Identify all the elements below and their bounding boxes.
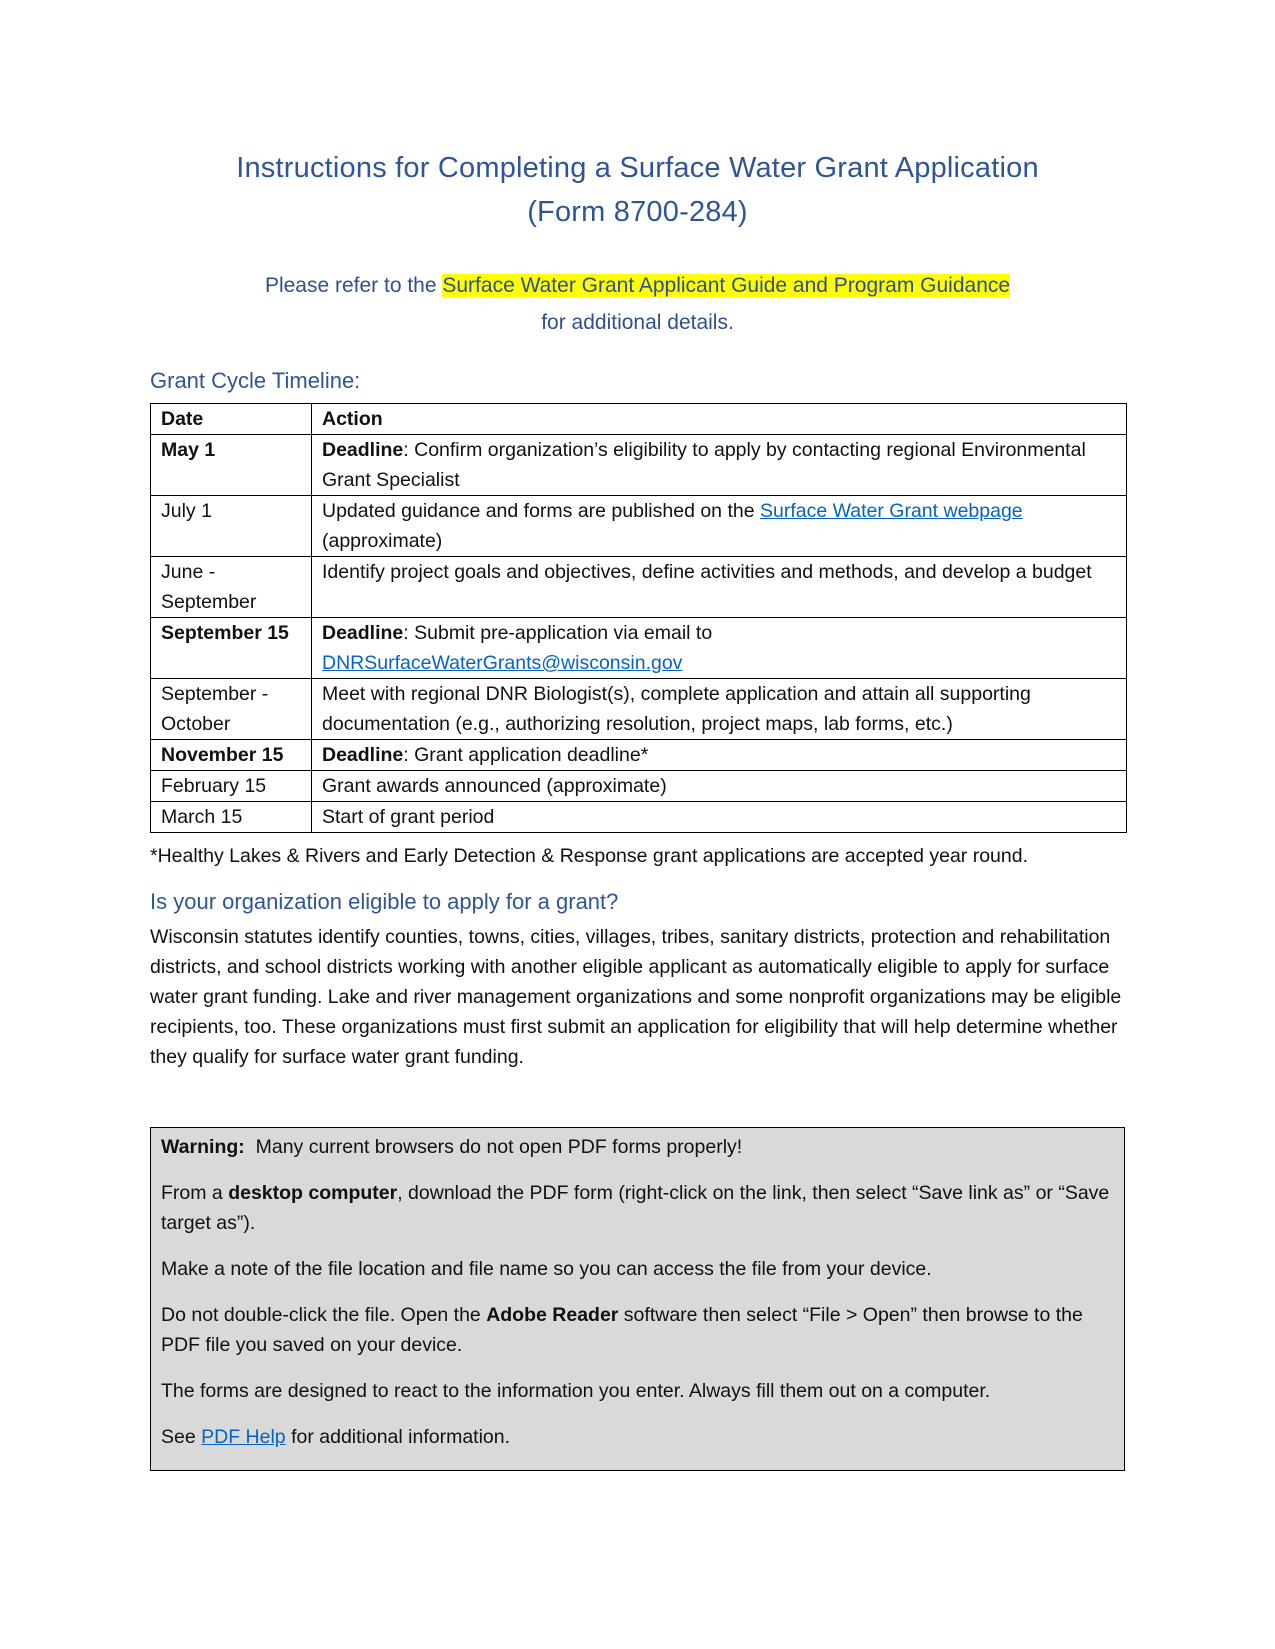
row-action: Start of grant period bbox=[312, 802, 1127, 833]
date-column-header: Date bbox=[151, 404, 312, 435]
row-date: September - October bbox=[151, 679, 312, 740]
table-row bbox=[151, 679, 1127, 740]
refer-note-line2: for additional details. bbox=[541, 311, 734, 334]
timeline-table bbox=[150, 403, 1127, 833]
warning-line: Warning: Many current browsers do not open PDF forms properly! bbox=[161, 1136, 743, 1158]
timeline-heading: Grant Cycle Timeline: bbox=[150, 368, 361, 393]
row-action: Grant awards announced (approximate) bbox=[312, 771, 1127, 802]
row-date: September 15 bbox=[151, 618, 312, 679]
table-row bbox=[151, 496, 1127, 557]
table-row bbox=[151, 618, 1127, 679]
row-action: Updated guidance and forms are published on the Surface Water Grant webpage (approximate) bbox=[312, 496, 1127, 557]
row-date: June - September bbox=[151, 557, 312, 618]
row-date: July 1 bbox=[151, 496, 312, 557]
pdf-help-line: See PDF Help for additional information. bbox=[161, 1426, 511, 1448]
table-row bbox=[151, 740, 1127, 771]
row-action: Deadline: Grant application deadline* bbox=[312, 740, 1127, 771]
row-action: Identify project goals and objectives, define activities and methods, and develop a budget bbox=[312, 557, 1127, 618]
table-row bbox=[151, 802, 1127, 833]
row-date: February 15 bbox=[151, 771, 312, 802]
table-row bbox=[151, 557, 1127, 618]
row-date: May 1 bbox=[151, 435, 312, 496]
eligibility-heading: Is your organization eligible to apply for a grant? bbox=[150, 889, 619, 914]
row-action: Deadline: Submit pre-application via email to DNRSurfaceWaterGrants@wisconsin.gov bbox=[312, 618, 1127, 679]
table-row bbox=[151, 771, 1127, 802]
forms-note: The forms are designed to react to the information you enter. Always fill them out on a computer. bbox=[161, 1380, 991, 1402]
warning-label: Warning: bbox=[161, 1136, 245, 1158]
page-title: Instructions for Completing a Surface Water Grant Application bbox=[236, 152, 1039, 184]
pdf-help-link[interactable]: PDF Help bbox=[201, 1426, 286, 1448]
guide-highlight: Surface Water Grant Applicant Guide and Program Guidance bbox=[442, 274, 1011, 297]
form-number: (Form 8700-284) bbox=[527, 196, 748, 228]
adobe-reader-instructions: Do not double-click the file. Open the Adobe Reader software then select “File > Open” then browse to the PDF file you saved on your device. bbox=[161, 1304, 1083, 1356]
file-location-note: Make a note of the file location and file name so you can access the file from your device. bbox=[161, 1258, 932, 1280]
refer-note: Please refer to the Surface Water Grant Applicant Guide and Program Guidance bbox=[264, 274, 1011, 297]
grants-email-link[interactable]: DNRSurfaceWaterGrants@wisconsin.gov bbox=[322, 652, 683, 674]
surface-water-grant-webpage-link[interactable]: Surface Water Grant webpage bbox=[759, 500, 1023, 522]
timeline-footnote: *Healthy Lakes & Rivers and Early Detection & Response grant applications are accepted year round. bbox=[150, 845, 1028, 867]
table-header-row bbox=[151, 404, 1127, 435]
table-row bbox=[151, 435, 1127, 496]
row-date: March 15 bbox=[151, 802, 312, 833]
action-column-header: Action bbox=[312, 404, 1127, 435]
desktop-instructions: From a desktop computer, download the PDF form (right-click on the link, then select “Save link as” or “Save target as”). bbox=[161, 1182, 1110, 1234]
row-action: Deadline: Confirm organization’s eligibility to apply by contacting regional Environmental Grant Specialist bbox=[312, 435, 1127, 496]
row-action: Meet with regional DNR Biologist(s), complete application and attain all supporting documentation (e.g., authorizing resolution, project maps, lab forms, etc.) bbox=[312, 679, 1127, 740]
eligibility-paragraph: Wisconsin statutes identify counties, towns, cities, villages, tribes, sanitary districts, protection and rehabilitation districts, and school districts working with another eligible applicant as automatically eligible to apply for surface water grant funding. Lake and river management organizations and some nonprofit organizations may be eligible recipients, too. These organizations must first submit an application for eligibility that will help determine whether they qualify for surface water grant funding. bbox=[150, 926, 1122, 1068]
row-date: November 15 bbox=[151, 740, 312, 771]
warning-box bbox=[150, 1127, 1125, 1471]
